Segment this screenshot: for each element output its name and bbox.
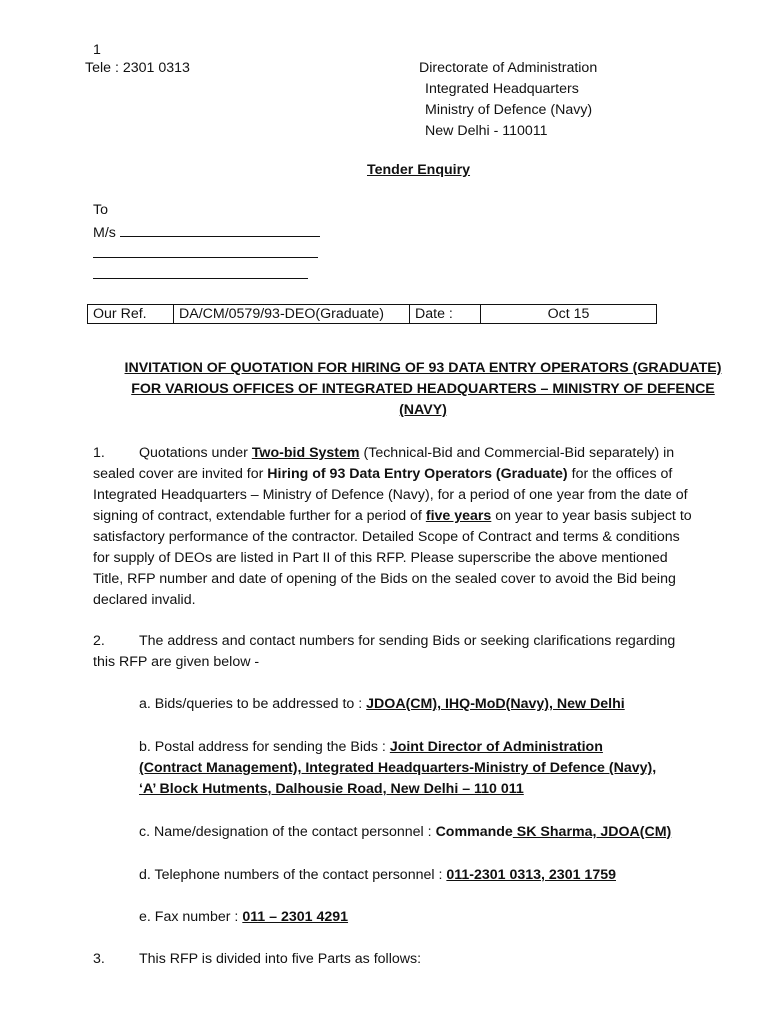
para-1-number: 1. [93,445,105,461]
date-label: Date : [410,305,481,324]
item-c-value-2: SK Sharma, JDOA(CM) [512,824,672,840]
address-blank-1 [93,243,318,265]
heading-line-3: (NAVY) [399,402,447,418]
para-2-number: 2. [93,633,105,649]
item-b: b. Postal address for sending the Bids : Joint Director of Administration (Contract Management), Integrated Headquarters-Ministry of Defence (Navy), ‘A’ Block Hutments, Dalhousie Road, New Delhi – 110 011 [139,737,753,800]
address-line-2: Integrated Headquarters [425,81,579,97]
item-c-value-1: Commande [435,824,513,840]
address-line-1: Directorate of Administration [419,60,598,76]
item-d: d. Telephone numbers of the contact personnel : 011-2301 0313, 2301 1759 [139,867,616,883]
address-line-3: Ministry of Defence (Navy) [425,102,593,118]
address-line-4: New Delhi - 110011 [425,123,548,139]
para-3-number: 3. [93,951,105,967]
address-blank-2 [93,264,308,286]
hiring-phrase: Hiring of 93 Data Entry Operators (Graduate) [267,466,568,482]
our-ref-value: DA/CM/0579/93-DEO(Graduate) [174,305,410,324]
two-bid-system: Two-bid System [251,445,360,461]
paragraph-3: 3. This RFP is divided into five Parts as follows: [93,949,421,970]
item-e: e. Fax number : 011 – 2301 4291 [139,909,349,925]
item-b-value-3: ‘A’ Block Hutments, Dalhousie Road, New Delhi – 110 011 [139,781,524,797]
heading-line-2: FOR VARIOUS OFFICES OF INTEGRATED HEADQUARTERS – MINISTRY OF DEFENCE [131,381,715,397]
item-d-value: 011-2301 0313, 2301 1759 [446,867,616,883]
heading-line-1: INVITATION OF QUOTATION FOR HIRING OF 93 DATA ENTRY OPERATORS (GRADUATE) [124,360,722,376]
paragraph-1: 1. Quotations under Two-bid System (Technical-Bid and Commercial-Bid separately) in sealed cover are invited for Hiring of 93 Data Entry Operators (Graduate) for the offices of Integrated Headquarters – Ministry of Defence (Navy), for a period of one year from the date of signing of contract, extendable further for a period of five years on year to year basis subject to satisfactory performance of the contractor. Detailed Scope of Contract and terms & conditions for supply of DEOs are listed in Part II of this RFP. Please superscribe the above mentioned Title, RFP number and date of opening of the Bids on the sealed cover to avoid the Bid being declared invalid. [93,445,692,608]
telephone-line: Tele : 2301 0313 [85,60,190,76]
reference-row [88,305,657,324]
to-label: To [93,202,108,218]
five-years: five years [425,508,492,524]
ms-line [93,222,320,244]
item-b-value-1: Joint Director of Administration [389,739,603,755]
ms-label: M/s [93,225,116,241]
our-ref-label: Our Ref. [88,305,174,324]
reference-table [87,304,657,324]
item-c: c. Name/designation of the contact personnel : Commande SK Sharma, JDOA(CM) [139,824,672,840]
page-number: 1 [93,42,101,58]
ms-blank-line [120,222,320,237]
item-b-value-2: (Contract Management), Integrated Headquarters-Ministry of Defence (Navy), [139,760,657,776]
date-value: Oct 15 [481,305,657,324]
item-e-value: 011 – 2301 4291 [242,909,349,925]
item-a-value: JDOA(CM), IHQ-MoD(Navy), New Delhi [366,696,625,712]
document-title: Tender Enquiry [367,162,471,178]
paragraph-2: 2. The address and contact numbers for sending Bids or seeking clarifications regarding this RFP are given below - [93,633,676,670]
item-a: a. Bids/queries to be addressed to : JDOA(CM), IHQ-MoD(Navy), New Delhi [139,696,625,712]
